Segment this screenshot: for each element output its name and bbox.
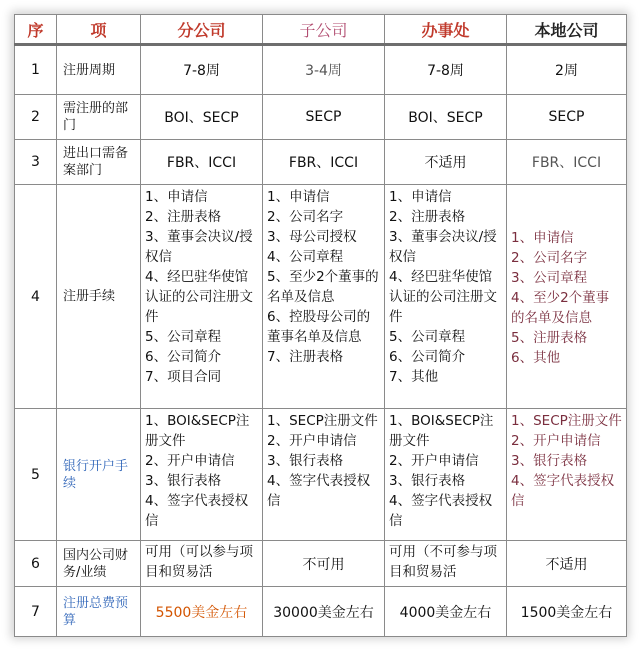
list-item: 2、开户申请信 (267, 433, 357, 449)
list-item: 1、申请信 (145, 189, 208, 205)
list-item: 5、公司章程 (389, 329, 466, 345)
list-item: 7、项目合同 (145, 369, 222, 385)
table-row (15, 185, 627, 409)
list-item: 4、签字代表授权信 (267, 473, 371, 509)
cell-subsidiary (263, 185, 385, 409)
list-item: 2、公司名字 (267, 209, 344, 225)
row-index: 4 (15, 185, 57, 409)
cell-subsidiary: 3-4周 (263, 45, 385, 95)
cell-branch (141, 409, 263, 541)
list-item: 4、签字代表授权信 (511, 473, 615, 509)
list-item: 1、申请信 (389, 189, 452, 205)
cell-rep-office: 可用（不可参与项目和贸易活 (385, 541, 507, 587)
list-item: 3、公司章程 (511, 269, 588, 286)
cell-rep-office: 4000美金左右 (385, 587, 507, 637)
list-item: 5、至少2个董事的名单及信息 (267, 269, 379, 305)
list-item: 3、董事会决议/授权信 (145, 229, 253, 265)
table-row (15, 587, 627, 637)
cell-local: 1500美金左右 (507, 587, 627, 637)
cell-branch: FBR、ICCI (141, 140, 263, 185)
list-item: 1、SECP注册文件 (511, 413, 622, 429)
header-row (15, 15, 627, 45)
row-index: 3 (15, 140, 57, 185)
row-index: 2 (15, 95, 57, 140)
row-index: 1 (15, 45, 57, 95)
list-item: 3、银行表格 (145, 473, 222, 489)
cell-subsidiary: 30000美金左右 (263, 587, 385, 637)
table-row (15, 409, 627, 541)
cell-local: 2周 (507, 45, 627, 95)
list-item: 2、公司名字 (511, 249, 588, 266)
header-branch: 分公司 (141, 15, 263, 45)
cell-rep-office (385, 409, 507, 541)
company-registration-comparison-table (14, 14, 627, 637)
list-item: 2、开户申请信 (511, 433, 601, 449)
header-rep-office: 办事处 (385, 15, 507, 45)
cell-branch (141, 185, 263, 409)
list-item: 4、签字代表授权信 (145, 493, 249, 529)
row-item: 注册周期 (57, 45, 141, 95)
cell-rep-office: 7-8周 (385, 45, 507, 95)
header-index: 序 (15, 15, 57, 45)
cell-branch: 7-8周 (141, 45, 263, 95)
row-index: 7 (15, 587, 57, 637)
list-item: 4、签字代表授权信 (389, 493, 493, 529)
cell-local: SECP (507, 95, 627, 140)
table-row (15, 95, 627, 140)
list-item: 1、申请信 (511, 229, 574, 246)
row-item: 注册手续 (57, 185, 141, 409)
cell-local: 不适用 (507, 541, 627, 587)
list-item: 4、经巴驻华使馆认证的公司注册文件 (389, 269, 497, 325)
cell-subsidiary: 不可用 (263, 541, 385, 587)
cell-branch: 可用（可以参与项目和贸易活 (141, 541, 263, 587)
list-item: 4、至少2个董事的名单及信息 (511, 289, 610, 326)
table-row (15, 140, 627, 185)
cell-subsidiary: FBR、ICCI (263, 140, 385, 185)
table-row (15, 541, 627, 587)
row-item: 进出口需备案部门 (57, 140, 141, 185)
list-item: 1、BOI&SECP注册文件 (145, 413, 250, 449)
list-item: 1、BOI&SECP注册文件 (389, 413, 494, 449)
row-item: 需注册的部门 (57, 95, 141, 140)
cell-local (507, 409, 627, 541)
cell-rep-office: BOI、SECP (385, 95, 507, 140)
list-item: 4、公司章程 (267, 249, 344, 265)
row-index: 6 (15, 541, 57, 587)
list-item: 3、母公司授权 (267, 229, 357, 245)
cell-branch: BOI、SECP (141, 95, 263, 140)
table-row (15, 45, 627, 95)
list-item: 5、注册表格 (511, 329, 588, 346)
list-item: 6、其他 (511, 349, 561, 366)
cell-subsidiary (263, 409, 385, 541)
row-item: 国内公司财务/业绩 (57, 541, 141, 587)
comparison-table-frame (14, 14, 626, 636)
header-item: 项 (57, 15, 141, 45)
list-item: 7、其他 (389, 369, 439, 385)
cell-branch: 5500美金左右 (141, 587, 263, 637)
row-item: 注册总费预算 (57, 587, 141, 637)
list-item: 3、银行表格 (389, 473, 466, 489)
list-item: 6、公司简介 (389, 349, 466, 365)
cell-subsidiary: SECP (263, 95, 385, 140)
list-item: 6、公司简介 (145, 349, 222, 365)
list-item: 3、董事会决议/授权信 (389, 229, 497, 265)
list-item: 1、SECP注册文件 (267, 413, 378, 429)
cell-rep-office (385, 185, 507, 409)
header-local: 本地公司 (507, 15, 627, 45)
list-item: 7、注册表格 (267, 349, 344, 365)
cell-local: FBR、ICCI (507, 140, 627, 185)
header-subsidiary: 子公司 (263, 15, 385, 45)
row-index: 5 (15, 409, 57, 541)
list-item: 2、注册表格 (145, 209, 222, 225)
list-item: 6、控股母公司的董事名单及信息 (267, 309, 371, 345)
list-item: 4、经巴驻华使馆认证的公司注册文件 (145, 269, 253, 325)
list-item: 2、开户申请信 (145, 453, 235, 469)
list-item: 3、银行表格 (511, 453, 588, 469)
cell-local (507, 185, 627, 409)
list-item: 1、申请信 (267, 189, 330, 205)
row-item: 银行开户手续 (57, 409, 141, 541)
cell-rep-office: 不适用 (385, 140, 507, 185)
list-item: 5、公司章程 (145, 329, 222, 345)
list-item: 2、开户申请信 (389, 453, 479, 469)
list-item: 2、注册表格 (389, 209, 466, 225)
list-item: 3、银行表格 (267, 453, 344, 469)
